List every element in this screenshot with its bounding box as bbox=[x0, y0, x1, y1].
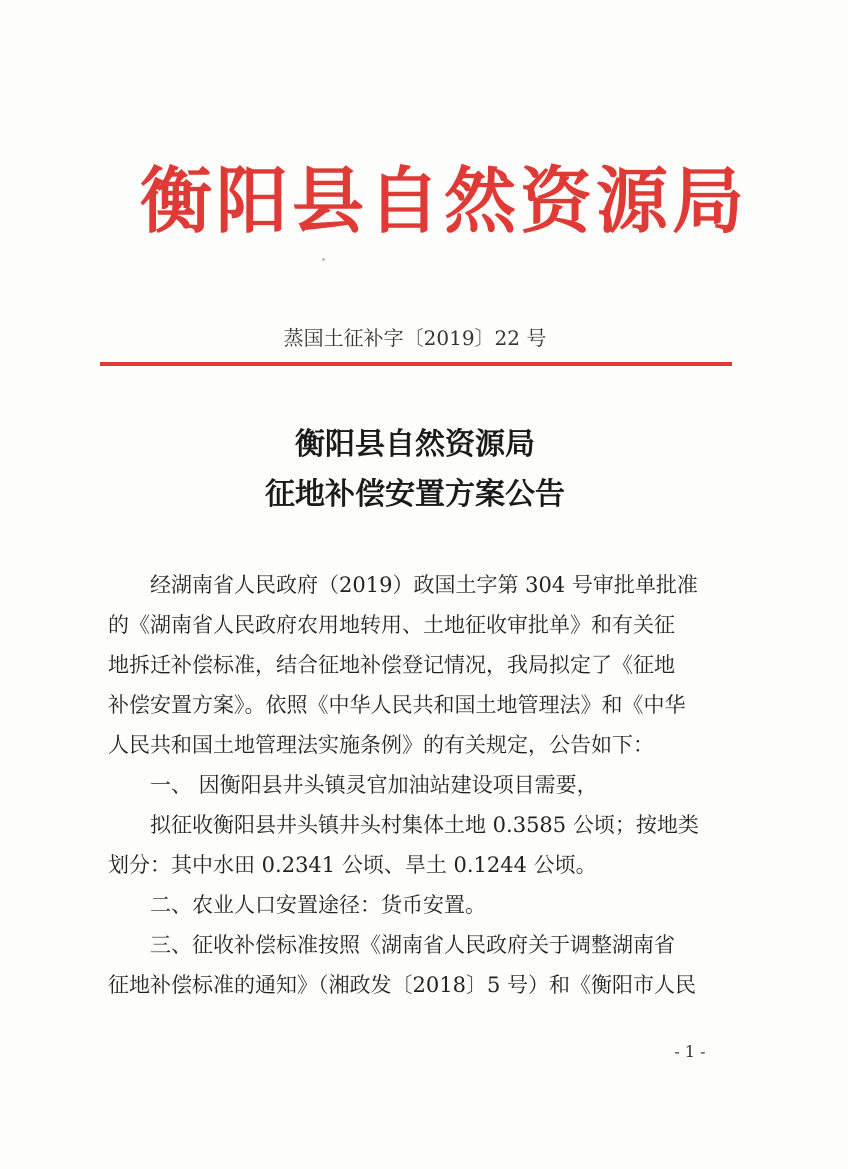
body-line: 划分：其中水田 0.2341 公顷、旱土 0.1244 公顷。 bbox=[108, 853, 597, 877]
document-number: 蒸国土征补字〔2019〕22 号 bbox=[283, 326, 547, 350]
body-line: 拟征收衡阳县井头镇井头村集体土地 0.3585 公顷；按地类 bbox=[150, 813, 699, 837]
body-line: 补偿安置方案》。依照《中华人民共和国土地管理法》和《中华 bbox=[108, 693, 686, 717]
scan-speck bbox=[322, 258, 325, 261]
body-line: 人民共和国土地管理法实施条例》的有关规定，公告如下： bbox=[108, 733, 654, 757]
body-line: 经湖南省人民政府（2019）政国土字第 304 号审批单批准 bbox=[150, 573, 698, 597]
body-text bbox=[108, 565, 728, 1005]
body-line: 征地补偿标准的通知》（湘政发〔2018〕5 号）和《衡阳市人民 bbox=[108, 973, 696, 997]
body-line: 三、征收补偿标准按照《湖南省人民政府关于调整湖南省 bbox=[150, 933, 675, 957]
page-number: - 1 - bbox=[674, 1042, 706, 1061]
document-title bbox=[150, 420, 680, 520]
body-line: 的《湖南省人民政府农用地转用、土地征收审批单》和有关征 bbox=[108, 613, 675, 637]
body-line: 地拆迁补偿标准，结合征地补偿登记情况，我局拟定了《征地 bbox=[108, 653, 675, 677]
title-line-1: 衡阳县自然资源局 bbox=[295, 427, 535, 462]
organization-header: 衡阳县自然资源局 bbox=[140, 158, 749, 243]
title-line-2: 征地补偿安置方案公告 bbox=[265, 477, 565, 512]
red-divider-rule bbox=[100, 362, 732, 366]
body-line: 一、 因衡阳县井头镇灵官加油站建设项目需要， bbox=[150, 773, 598, 797]
body-line: 二、农业人口安置途径：货币安置。 bbox=[150, 893, 486, 917]
